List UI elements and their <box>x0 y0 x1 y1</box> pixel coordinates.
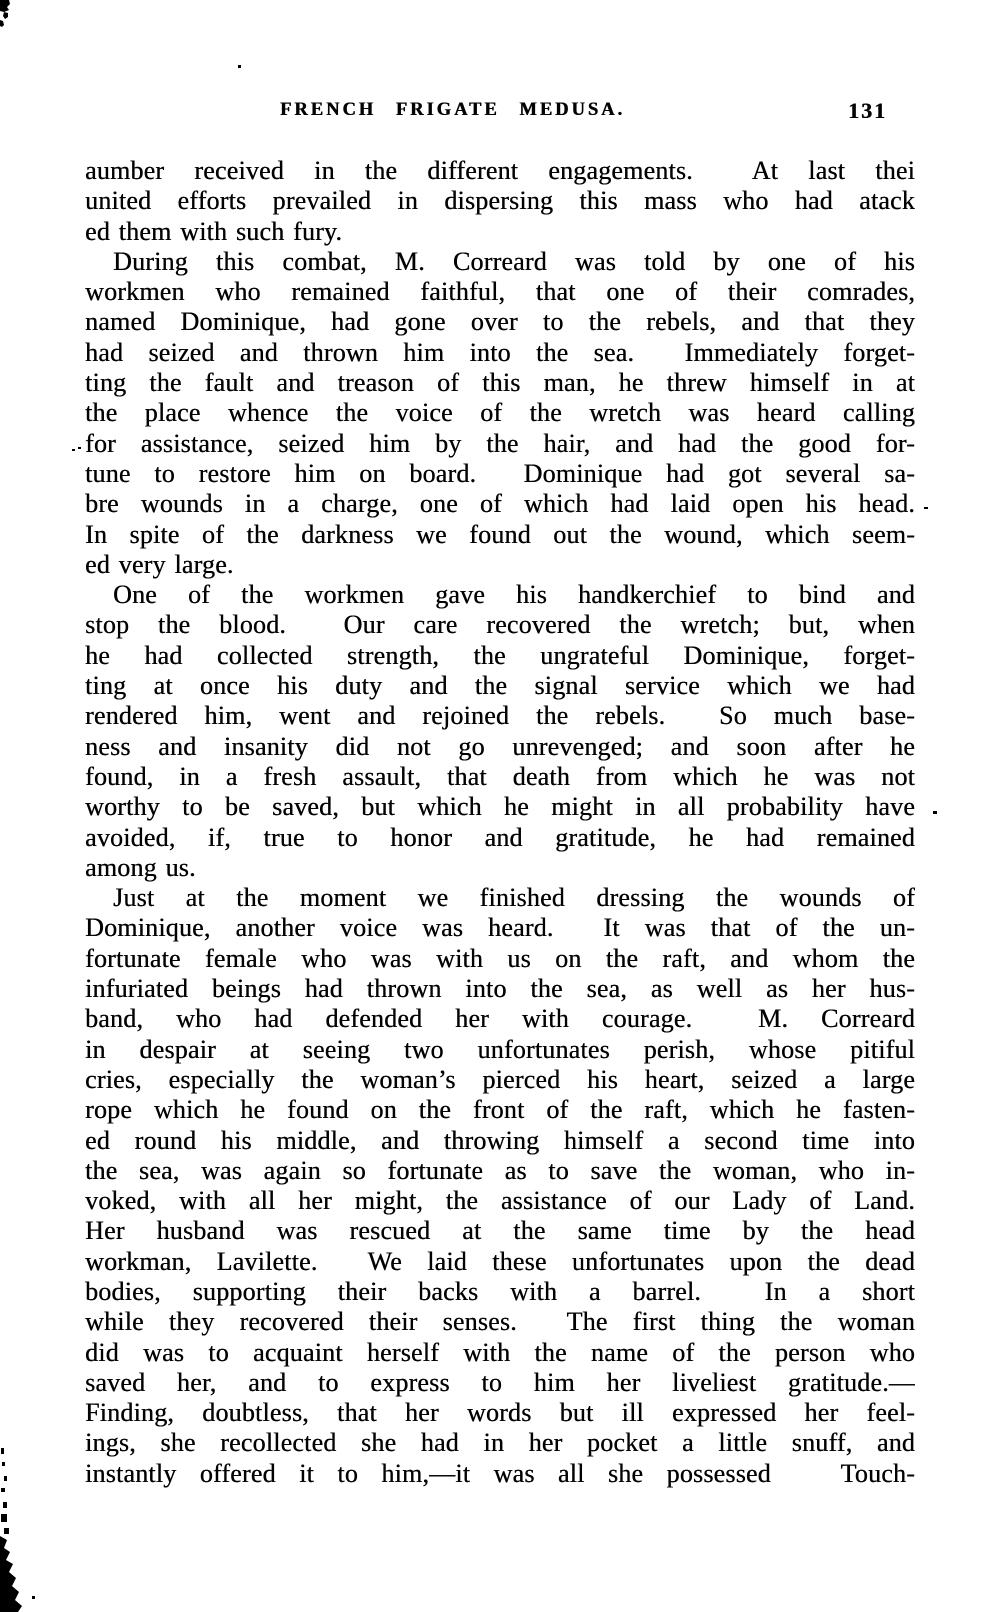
text-line: infuriated beings had thrown into the sea, as well as her hus- <box>85 974 915 1004</box>
text-line: aumber received in the different engagements. At last thei <box>85 156 915 185</box>
text-line: fortunate female who was with us on the raft, and whom the <box>85 943 915 973</box>
text-line: band, who had defended her with courage. M. Correard <box>85 1004 915 1034</box>
text-line: stop the blood. Our care recovered the wretch; but, when <box>85 610 915 640</box>
text-line: rope which he found on the front of the raft, which he fasten- <box>85 1095 915 1125</box>
ink-blot-top-left <box>0 0 28 34</box>
speck-margin-left <box>72 446 84 454</box>
text-line: In spite of the darkness we found out the wound, which seem- <box>85 519 915 549</box>
text-line: bre wounds in a charge, one of which had laid open his head. <box>85 489 915 519</box>
text-line: saved her, and to express to him her liveliest gratitude.— <box>85 1367 915 1397</box>
text-line: During this combat, M. Correard was told by one of his <box>113 246 915 276</box>
text-line: Her husband was rescued at the same time by the head <box>85 1216 915 1246</box>
page-body <box>85 156 915 1489</box>
text-line: ness and insanity did not go unrevenged; and soon after he <box>85 731 915 761</box>
text-line: ed round his middle, and throwing himself a second time into <box>85 1125 915 1155</box>
text-line: Finding, doubtless, that her words but ill expressed her feel- <box>85 1398 915 1428</box>
text-line: avoided, if, true to honor and gratitude, he had remained <box>85 822 915 852</box>
text-line: he had collected strength, the ungrateful Dominique, forget- <box>85 640 915 670</box>
text-line: the place whence the voice of the wretch was heard calling <box>85 398 915 428</box>
text-line: for assistance, seized him by the hair, and had the good for- <box>85 428 915 458</box>
text-line: ting the fault and treason of this man, he threw himself in at <box>85 368 915 398</box>
text-line: Dominique, another voice was heard. It was that of the un- <box>85 913 915 943</box>
text-line: the sea, was again so fortunate as to save the woman, who in- <box>85 1155 915 1185</box>
speck-right-1 <box>924 505 930 511</box>
text-line: instantly offered it to him,—it was all she possessed Touch- <box>85 1458 915 1488</box>
speck-right-2 <box>933 810 939 816</box>
text-line: Just at the moment we finished dressing the wounds of <box>113 883 915 913</box>
text-line: found, in a fresh assault, that death from which he was not <box>85 761 915 791</box>
running-head <box>85 100 915 128</box>
text-line: ed them with such fury. <box>85 216 343 246</box>
text-line: bodies, supporting their backs with a barrel. In a short <box>85 1276 915 1306</box>
text-line: while they recovered their senses. The first thing the woman <box>85 1307 915 1337</box>
text-line: ed very large. <box>85 549 234 579</box>
text-line: One of the workmen gave his handkerchief to bind and <box>113 580 915 610</box>
page-number: 131 <box>848 98 887 123</box>
text-line: worthy to be saved, but which he might in all probability have <box>85 792 915 822</box>
text-line: united efforts prevailed in dispersing this mass who had atack <box>85 186 915 216</box>
text-line: had seized and thrown him into the sea. Immediately forget- <box>85 337 915 367</box>
text-line: rendered him, went and rejoined the rebels. So much base- <box>85 701 915 731</box>
speck-top <box>238 65 242 69</box>
text-line: tune to restore him on board. Dominique had got several sa- <box>85 458 915 488</box>
text-line: ings, she recollected she had in her pocket a little snuff, and <box>85 1428 915 1458</box>
ink-blot-bottom-left <box>0 1440 40 1612</box>
text-line: cries, especially the woman’s pierced his heart, seized a large <box>85 1064 915 1094</box>
text-line: in despair at seeing two unfortunates perish, whose pitiful <box>85 1034 915 1064</box>
text-line: workman, Lavilette. We laid these unfortunates upon the dead <box>85 1246 915 1276</box>
page-title: FRENCH FRIGATE MEDUSA. <box>279 100 626 120</box>
text-line: voked, with all her might, the assistance of our Lady of Land. <box>85 1186 915 1216</box>
text-line: did was to acquaint herself with the name of the person who <box>85 1337 915 1367</box>
text-line: workmen who remained faithful, that one of their comrades, <box>85 277 915 307</box>
text-line: among us. <box>85 852 196 882</box>
text-line: named Dominique, had gone over to the rebels, and that they <box>85 307 915 337</box>
text-line: ting at once his duty and the signal service which we had <box>85 671 915 701</box>
